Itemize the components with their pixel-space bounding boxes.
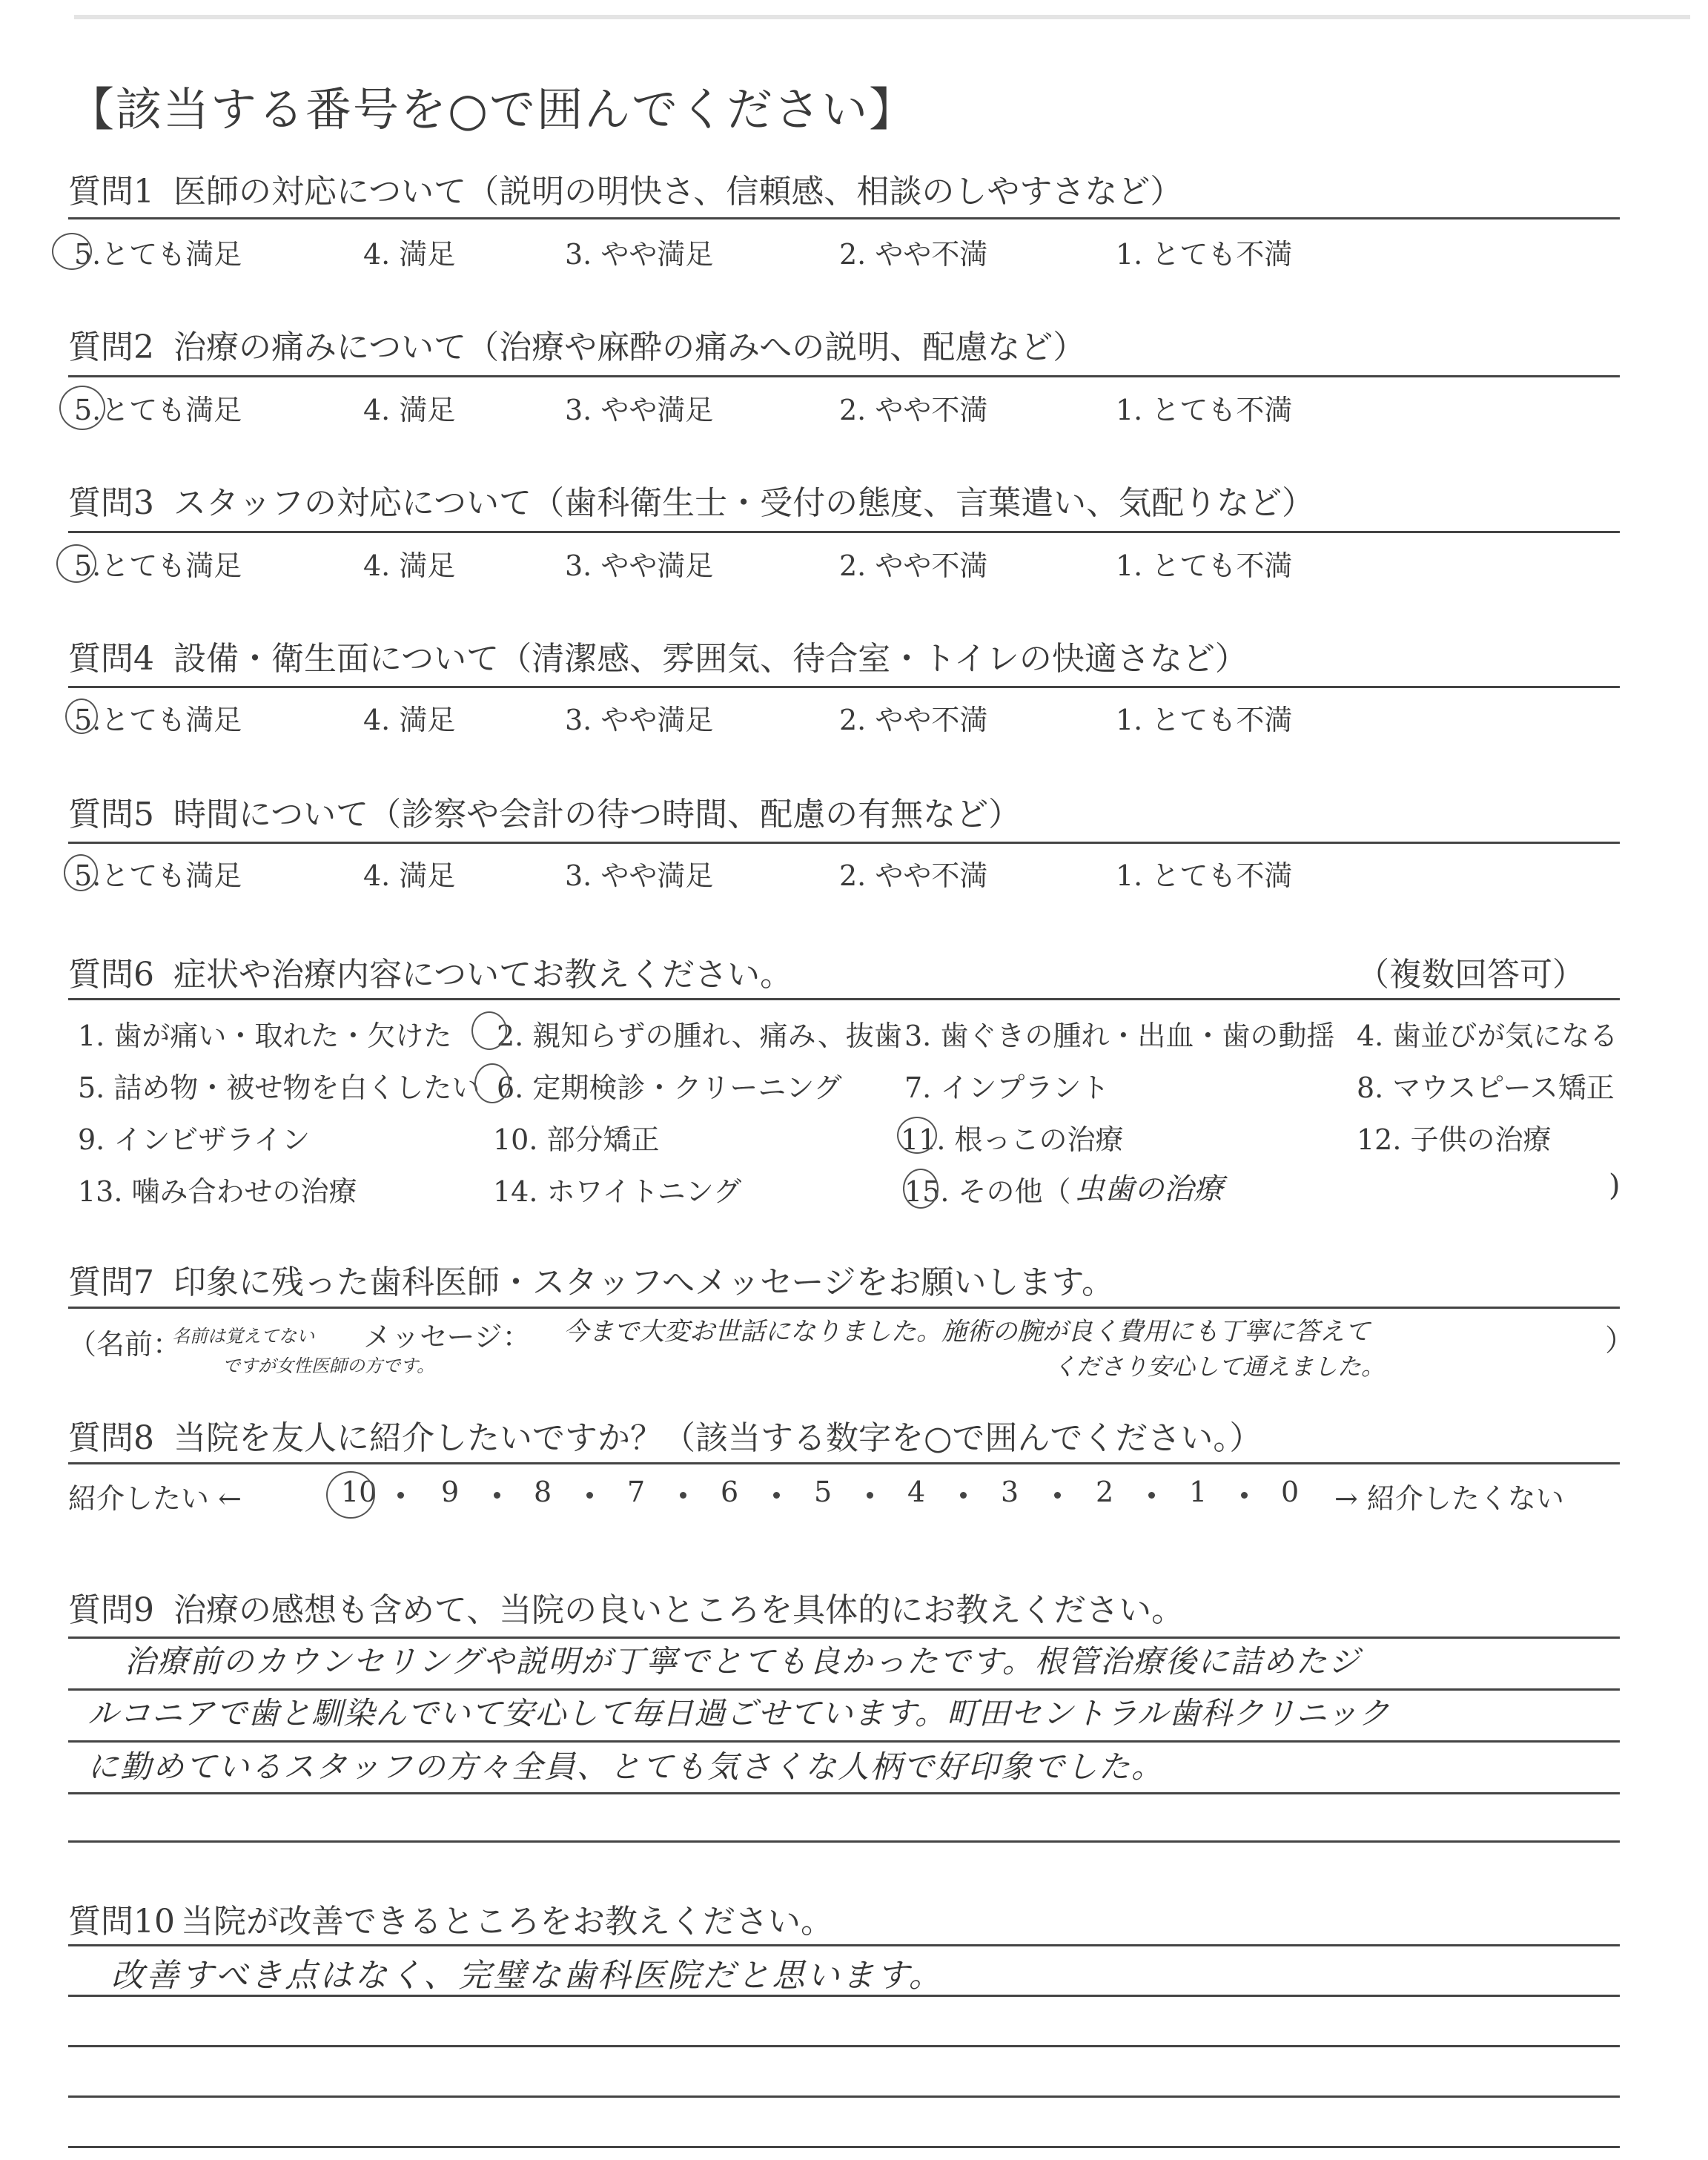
divider	[68, 1462, 1620, 1464]
scale-number[interactable]: 10	[341, 1476, 377, 1508]
question-number: 質問3	[68, 484, 154, 522]
selection-circle	[474, 1063, 510, 1103]
question-number: 質問6	[68, 956, 154, 994]
question-7-heading	[68, 1255, 1114, 1303]
name-label: （名前：	[68, 1328, 182, 1361]
close-paren: )	[1609, 1169, 1621, 1203]
rating-option-5[interactable]: 5.とても満足	[74, 549, 242, 582]
selection-circle	[903, 1169, 939, 1209]
question-number: 質問4	[68, 640, 154, 678]
scale-separator-dot	[586, 1492, 593, 1499]
question-text: スタッフの対応について（歯科衛生士・受付の態度、言葉遣い、気配りなど）	[173, 484, 1315, 522]
rating-option-4[interactable]: 4. 満足	[363, 549, 456, 582]
multiple-answer-note: （複数回答可）	[1357, 956, 1585, 994]
scale-number[interactable]: 4	[907, 1476, 926, 1508]
selection-circle	[897, 1117, 937, 1154]
scale-separator-dot	[1148, 1492, 1155, 1499]
recommend-label: 紹介したい ←	[68, 1482, 242, 1515]
question-5-heading	[68, 787, 1021, 835]
rating-option-3[interactable]: 3. やや満足	[565, 549, 714, 582]
scale-separator-dot	[494, 1492, 500, 1499]
question-text: 医師の対応について（説明の明快さ、信頼感、相談のしやすさなど）	[173, 173, 1183, 211]
question-text: 治療の痛みについて（治療や麻酔の痛みへの説明、配慮など）	[173, 328, 1086, 366]
symptom-option-11[interactable]: 11. 根っこの治療	[901, 1123, 1124, 1156]
q9-answer-line-3: に勤めているスタッフの方々全員、とても気さくな人柄で好印象でした。	[87, 1748, 1165, 1785]
rating-option-4[interactable]: 4. 満足	[363, 238, 456, 271]
rating-option-2[interactable]: 2. やや不満	[839, 394, 988, 426]
selection-circle	[52, 233, 92, 270]
symptom-option-2[interactable]: 2. 親知らずの腫れ、痛み、抜歯	[497, 1020, 902, 1052]
question-10-heading	[68, 1895, 833, 1942]
symptom-option-13[interactable]: 13. 噛み合わせの治療	[78, 1175, 357, 1208]
scale-number[interactable]: 7	[627, 1476, 646, 1508]
scale-number[interactable]: 3	[1001, 1476, 1019, 1508]
close-paren: ）	[1605, 1324, 1635, 1358]
top-border	[74, 15, 1690, 19]
rating-option-1[interactable]: 1. とても不満	[1116, 238, 1293, 271]
divider	[68, 1307, 1620, 1309]
question-3-heading	[68, 476, 1314, 524]
rating-option-4[interactable]: 4. 満足	[363, 859, 456, 892]
rating-option-1[interactable]: 1. とても不満	[1116, 549, 1293, 582]
scale-separator-dot	[1241, 1492, 1248, 1499]
answer-line	[68, 2095, 1620, 2098]
symptom-option-6[interactable]: 6. 定期検診・クリーニング	[497, 1071, 842, 1104]
rating-option-5[interactable]: 5.とても満足	[74, 394, 242, 426]
scale-separator-dot	[960, 1492, 967, 1499]
scale-separator-dot	[867, 1492, 873, 1499]
answer-line	[68, 1792, 1620, 1794]
q10-answer-line-1: 改善すべき点はなく、完璧な歯科医院だと思います。	[111, 1957, 944, 1995]
question-text: 設備・衛生面について（清潔感、雰囲気、待合室・トイレの快適さなど）	[173, 640, 1248, 678]
question-text: 当院を友人に紹介したいですか？（該当する数字を○で囲んでください。）	[173, 1419, 1262, 1457]
question-text: 時間について（診察や会計の待つ時間、配慮の有無など）	[173, 796, 1022, 833]
symptom-option-14[interactable]: 14. ホワイトニング	[493, 1175, 742, 1208]
answer-line	[68, 1944, 1620, 1946]
rating-option-3[interactable]: 3. やや満足	[565, 704, 714, 736]
scale-number[interactable]: 8	[534, 1476, 552, 1508]
not-recommend-label: → 紹介したくない	[1334, 1482, 1564, 1515]
symptom-option-9[interactable]: 9. インビザライン	[78, 1123, 311, 1156]
divider	[68, 998, 1620, 1000]
answer-line	[68, 2045, 1620, 2047]
scale-separator-dot	[1054, 1492, 1061, 1499]
q9-answer-line-2: ルコニアで歯と馴染んでいて安心して毎日過ごせています。町田セントラル歯科クリニック	[87, 1695, 1391, 1731]
rating-option-1[interactable]: 1. とても不満	[1116, 704, 1293, 736]
rating-option-1[interactable]: 1. とても不満	[1116, 859, 1293, 892]
q9-answer-line-1: 治療前のカウンセリングや説明が丁寧でとても良かったです。根管治療後に詰めたジ	[125, 1643, 1361, 1680]
question-4-heading	[68, 632, 1248, 679]
divider	[68, 375, 1620, 377]
scale-number[interactable]: 0	[1281, 1476, 1300, 1508]
divider	[68, 217, 1620, 219]
selection-circle	[326, 1471, 375, 1519]
symptom-option-1[interactable]: 1. 歯が痛い・取れた・欠けた	[78, 1020, 452, 1052]
message-answer-handwritten: 今まで大変お世話になりました。施術の腕が良く費用にも丁寧に答えて	[563, 1317, 1370, 1347]
other-answer-handwritten: 虫歯の治療	[1075, 1172, 1223, 1206]
rating-option-4[interactable]: 4. 満足	[363, 394, 456, 426]
selection-circle	[64, 854, 98, 891]
symptom-option-4[interactable]: 4. 歯並びが気になる	[1357, 1020, 1618, 1052]
rating-option-3[interactable]: 3. やや満足	[565, 394, 714, 426]
rating-option-2[interactable]: 2. やや不満	[839, 238, 988, 271]
question-number: 質問9	[68, 1591, 154, 1629]
scale-separator-dot	[680, 1492, 686, 1499]
scale-number[interactable]: 5	[814, 1476, 833, 1508]
name-answer-handwritten: ですが女性医師の方です。	[222, 1355, 435, 1376]
selection-circle	[59, 386, 105, 430]
scale-number[interactable]: 9	[441, 1476, 460, 1508]
rating-option-4[interactable]: 4. 満足	[363, 704, 456, 736]
selection-circle	[471, 1011, 507, 1050]
symptom-option-5[interactable]: 5. 詰め物・被せ物を白くしたい	[78, 1071, 480, 1104]
rating-option-2[interactable]: 2. やや不満	[839, 859, 988, 892]
answer-line	[68, 2146, 1620, 2148]
rating-option-5[interactable]: 5.とても満足	[74, 704, 242, 736]
question-1-heading	[68, 165, 1182, 212]
answer-line	[68, 1840, 1620, 1843]
symptom-option-3[interactable]: 3. 歯ぐきの腫れ・出血・歯の動揺	[904, 1020, 1335, 1052]
question-6-heading	[68, 948, 792, 995]
question-number: 質問2	[68, 328, 154, 366]
divider	[68, 531, 1620, 533]
question-text: 印象に残った歯科医師・スタッフへメッセージをお願いします。	[173, 1264, 1114, 1301]
question-8-heading	[68, 1411, 1262, 1459]
selection-circle	[56, 544, 96, 583]
selection-circle	[65, 698, 98, 734]
symptom-option-12[interactable]: 12. 子供の治療	[1357, 1123, 1552, 1156]
rating-option-1[interactable]: 1. とても不満	[1116, 394, 1293, 426]
scale-separator-dot	[773, 1492, 780, 1499]
symptom-option-8[interactable]: 8. マウスピース矯正	[1357, 1071, 1615, 1104]
rating-option-5[interactable]: 5.とても満足	[74, 238, 242, 271]
question-number: 質問1	[68, 173, 154, 211]
question-number: 質問7	[68, 1264, 154, 1301]
scale-number[interactable]: 2	[1096, 1476, 1114, 1508]
symptom-option-10[interactable]: 10. 部分矯正	[493, 1123, 660, 1156]
rating-option-3[interactable]: 3. やや満足	[565, 238, 714, 271]
rating-option-2[interactable]: 2. やや不満	[839, 704, 988, 736]
rating-option-5[interactable]: 5.とても満足	[74, 859, 242, 892]
question-number: 質問5	[68, 796, 154, 833]
scale-number[interactable]: 1	[1189, 1476, 1208, 1508]
question-9-heading	[68, 1583, 1184, 1631]
question-number: 質問8	[68, 1419, 154, 1457]
rating-option-2[interactable]: 2. やや不満	[839, 549, 988, 582]
scale-number[interactable]: 6	[721, 1476, 739, 1508]
question-text: 治療の感想も含めて、当院の良いところを具体的にお教えください。	[173, 1591, 1185, 1629]
name-answer-handwritten: 名前は覚えてない	[172, 1326, 314, 1347]
message-answer-handwritten: くださり安心して通えました。	[1053, 1353, 1386, 1381]
divider	[68, 842, 1620, 844]
symptom-option-15[interactable]: 15. その他（	[904, 1175, 1071, 1208]
question-number: 質問10	[68, 1903, 175, 1941]
question-text: 症状や治療内容についてお教えください。	[173, 956, 793, 994]
symptom-option-7[interactable]: 7. インプラント	[904, 1071, 1110, 1104]
page-title: 【該当する番号を○で囲んでください】	[68, 82, 917, 136]
scale-separator-dot	[397, 1492, 404, 1499]
question-text: 当院が改善できるところをお教えください。	[181, 1903, 833, 1941]
rating-option-3[interactable]: 3. やや満足	[565, 859, 714, 892]
question-2-heading	[68, 320, 1085, 368]
divider	[68, 686, 1620, 688]
message-label: メッセージ：	[363, 1321, 531, 1353]
